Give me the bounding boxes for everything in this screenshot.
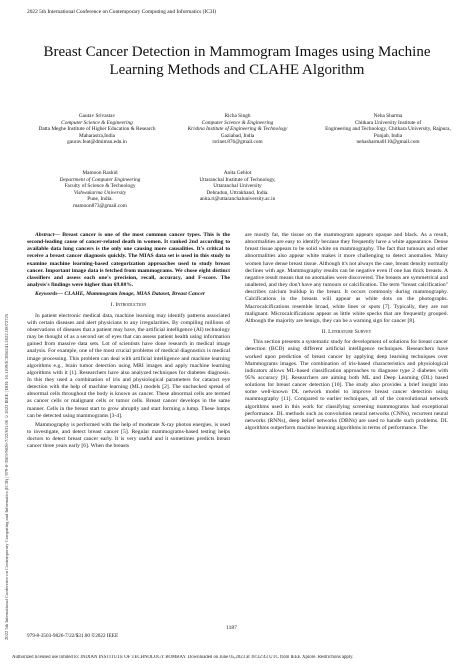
author-dept: Uttaranchal Institute of Technology,	[199, 176, 276, 183]
author-org: Engineering and Technology, Chitkara University, Rajpura, Punjab, India	[325, 126, 451, 139]
body-paragraph: are mostly fat, the tissue on the mammogram appears opaque and black. As a result, abnormalities are easy to identify because they frequently have a white appearance. Dense breast tissue appears to be solid white on mammography. The fact that tumours and other abnormalities also appear white makes it more challenging to detect anomalies. Many women have dense breast tissue. Although it's not always the case, breast density normally declines with age. Mammography results can be negative even if one has thick breasts. A negative result means that no anomalies were discovered. The breasts are symmetrical and unaltered, and they don't have any tumours or calcification. The term "breast calcification" describes calcium buildup in the breast. It occurs commonly during mammography. Calcifications in the breasts will appear as white dots on the photographs. Macrocalcifications resemble broad, white lines or spots [7]. Typically, they are not malignant. Microcalcifications appear as little white specks that are frequently grouped. Although the majority are benign, they can be a warning sign for cancer [8].	[245, 232, 448, 324]
author-email: rsrinet.876@gmail.com	[212, 139, 263, 146]
author-org: Uttaranchal University	[213, 183, 262, 190]
author-location: Dehradun, Uttrakhand, India.	[206, 189, 269, 196]
author-location: Vishwakarma University	[73, 189, 127, 196]
author-city: Pune, India.	[87, 196, 113, 203]
page-number: 1187	[226, 625, 237, 631]
footer-license: Authorized licensed use limited to: INDIAN INSTITUTE OF TECHNOLOGY BOMBAY. Downloaded on June 05,2023 at 18:32:43 UTC from IEEE Xplore. Restrictions apply.	[12, 655, 354, 660]
author-name: Neha Sharma	[373, 113, 403, 119]
right-column	[245, 232, 448, 632]
author-email: anita.ri@uttaranchaluniversity.ac.in	[199, 196, 276, 203]
footer-copyright: 979-8-3503-9826-7/22/$31.00 ©2022 IEEE	[27, 633, 119, 639]
conference-header: 2022 5th International Conference on Contemporary Computing and Informatics (IC3I)	[27, 9, 217, 15]
author-location: Maharastra,India	[78, 132, 116, 139]
body-paragraph: In patient electronic medical data, machine learning may identify patterns associated with certain diseases and alert physicians to any irregularities. By compiling millions of observations of diseases that a patient may have, the artificial intelligence (AI) technology may be thought of as a second set of eyes that can assess patient health using information gained from massive data sets. Lot of scientists have done research in medical image analysis. For example, one of the most crucial problems of medical diagnostics is medical image processing. This problem can deal with artificial intelligence and machine learning algorithms e.g., brain tumor detection using MRI images and apply machine learning algorithms with it [1]. Researchers have also analyzed techniques for diabetes diagnosis. In this they used a combination of iris and physiological parameters for cataract eye detection with the help of machine learning (ML) models [2]. The unchecked spread of abnormal cells throughout the body is known as cancer. These abnormal cells are termed as cancer cells or malignant cells or tumor cells. Breast cancer develops in the same manner. Cells in the breast start to grow abruptly and start forming a lump. These lumps can be detected using mammograms [3-4].	[27, 312, 230, 419]
side-doi-text: 2022 5th International Conference on Contemporary Computing and Informatics (IC3I) | 979-8-3503-9826-7/22/$31.00 ©2022 IEEE | DOI: 10.1109/IC3I56241.2022.10072725	[4, 313, 9, 640]
section-heading-introduction: I. Introduction	[110, 302, 147, 309]
author-email: mamoon873@gmail.com	[73, 202, 127, 209]
abstract-label: Abstract—	[35, 232, 60, 238]
author-email: nehasharma0110@gmail.com	[356, 139, 420, 146]
left-column	[27, 232, 230, 632]
abstract-text: Breast cancer is one of the most common cancer types. This is the second-leading cause of cancer-related death in women. It ranked 2nd according to available data lung cancers is the only one causing more causalities. It's critical to receive a breast cancer diagnosis quickly. The MIAS data set is used in this study to examine machine learning-based categorization approaches used to study breast cancer. Important image data is fetched from mammograms. We chose eight distinct classifiers and assess each one's precision, recall, accuracy, and F-score. The analysis's findings were higher than 69.88%.	[27, 232, 230, 289]
author-org: Krishna Institute of Engineering & Technology	[187, 126, 288, 133]
author-email: gaurav.feat@dmimsu.edu.in	[67, 139, 127, 146]
author-name: Richa Singh	[224, 113, 251, 119]
author-block-4	[40, 170, 160, 210]
author-name: Mamoon Rashid	[82, 170, 118, 176]
author-org: Faculty of Science & Technology	[64, 183, 136, 190]
author-name: Anita Gehlot	[223, 170, 252, 176]
body-paragraph: Mammography is performed with the help of moderate X-ray photon energies, is used to investigate, and detect breast cancer [5]. Regular mammograms-based testing helps doctors to detect breast cancer early. It is very useful and it sometimes predicts breast cancer three years early [6]. When the breasts	[27, 421, 230, 450]
author-block-1	[27, 113, 167, 146]
author-dept: Computer Science & Engineering	[61, 119, 133, 126]
section-heading-literature-survey: II. Literature Survey	[321, 329, 372, 336]
keywords-label: Keywords—	[35, 291, 63, 298]
body-paragraph: This section presents a systematic study for development of solutions for breast cancer detection (BCD) using different artificial intelligence techniques. Researchers have worked upon prediction of breast cancer by applying deep learning techniques over Mammograms images. The combination of iris-based characteristics and physiological indicators allows ML-based classification approaches to diagnose type 2 diabetes with 95% accuracy [9]. Researchers are aiming both ML and Deep Learning (DL) based solutions for breast cancer detection [10]. The study also provides a brief insight into some well-known DL network model to improve breast cancer detection using mammography [11]. Compared to earlier techniques, all of the convolutional network algorithms used in this work for classifying screening mammograms had exceptional performance. DL methods such as convolution neural networks (CNNs), recurrent neural networks (RNNs), deep belief networks (DBNs) are used to handle such problems. DL algorithms outperform machine learning algorithms in terms of performance. The	[245, 339, 448, 432]
author-location: Gaziabad, India	[220, 132, 255, 139]
keywords	[27, 291, 230, 298]
paper-title: Breast Cancer Detection in Mammogram Images using Machine Learning Methods and CLAHE Algorithm	[43, 44, 431, 78]
author-dept: Computer Science & Engineering	[201, 119, 274, 126]
author-block-5	[170, 170, 305, 203]
abstract	[27, 232, 230, 289]
keywords-text: CLAHE, Mammogram Image, MIAS Dataset, Breast Cancer	[64, 291, 206, 298]
author-block-2	[170, 113, 305, 146]
author-org: Datta Meghe Institute of Higher Education & Research	[38, 126, 156, 133]
author-block-3	[318, 113, 458, 146]
author-name: Gautav Srivastav	[78, 113, 116, 119]
author-dept: Chitkara University Institute of	[354, 119, 422, 126]
author-dept: Department of Computer Engineering	[59, 176, 141, 183]
